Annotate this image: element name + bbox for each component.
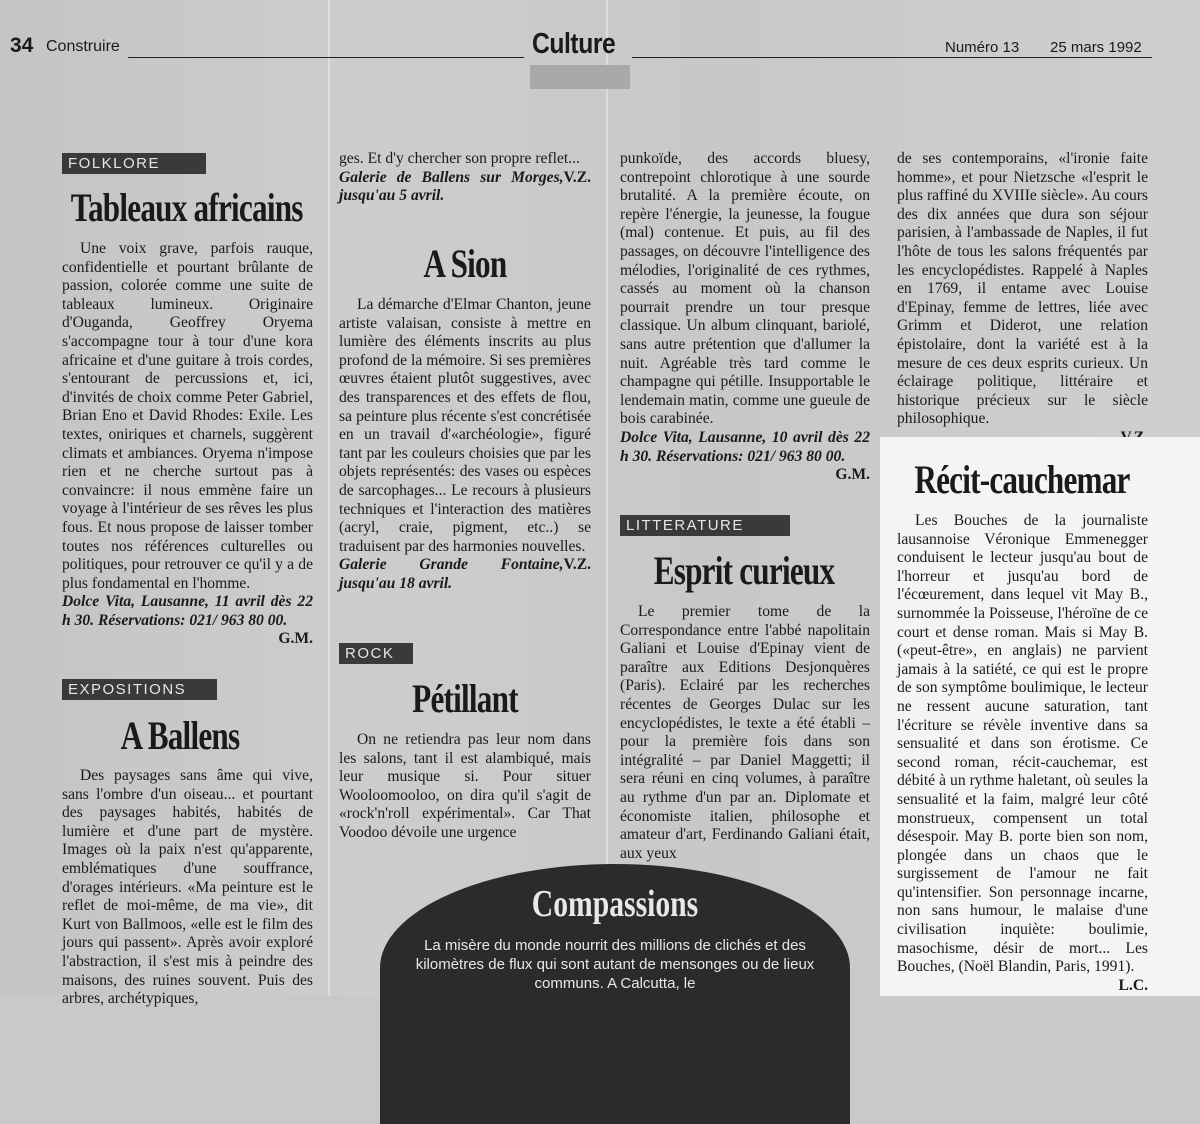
article-litterature xyxy=(620,603,870,863)
article-signature: V.Z. xyxy=(563,168,591,186)
article-continuation: de ses contemporains, «l'ironie faite homme», et pour Nietzsche «l'esprit le plus raffiné du XVIIIe siècle». Au cours des dix années que dura son séjour parisien, à l'ambassade de Naples, il fut l'hôte de tous les salons fréquentés par les encyclopédistes. Rappelé à Naples en 1769, il entame avec Louise d'Epinay, femme de lettres, liée avec Grimm et Diderot, une relation épistolaire, dont la variété est à la mesure de ces deux esprits curieux. Un éclairage politique, littéraire et historique précieux sur le siècle philosophique. xyxy=(897,150,1148,428)
page-header xyxy=(10,30,1152,60)
article-sion xyxy=(339,296,591,594)
article-rock xyxy=(339,731,591,843)
headline-a-ballens: A Ballens xyxy=(120,713,240,758)
article-folklore xyxy=(62,240,313,649)
headline-recit-cauchemar: Récit-cauchemar xyxy=(914,457,1130,502)
publication-name: Construire xyxy=(46,38,120,55)
tag-rock: ROCK xyxy=(339,643,413,664)
issue-number: Numéro 13 xyxy=(945,39,1020,56)
article-litterature-cont xyxy=(897,150,1148,448)
fold-line xyxy=(606,0,608,996)
article-continuation: ges. Et d'y chercher son propre reflet... xyxy=(339,150,580,167)
headline-petillant: Pétillant xyxy=(412,676,518,721)
article-body: La démarche d'Elmar Chanton, jeune artiste valaisan, consiste à mettre en lumière des éléments inscrits au plus profond de la mémoire. Si ses premières œuvres étaient plutôt suggestives, avec des transparences et des effets de flou, sa peinture plus récente s'est concrétisée en un travail d'«archéologie», figuré tant par les couleurs choisies que par les objets représentés: des vases ou espèces de sarcophages... Le recours à plusieurs techniques et l'interaction des matières (acryl, craie, pigment, etc..) se traduisent par des harmonies nouvelles. xyxy=(339,296,591,555)
article-body: On ne retiendra pas leur nom dans les salons, tant il est alambiqué, mais leur musique si. Pour situer Wooloomooloo, on dira qu'il s'agit de «rock'n'roll expérimental». Car That Voodoo dévoile une urgence xyxy=(339,731,591,841)
headline-compassions: Compassions xyxy=(531,883,699,925)
article-body: Les Bouches de la journaliste lausannoise Véronique Emmenegger conduisent le lecteur jusqu'au bout de l'horreur et jusqu'au bord de l'écœurement, dans lequel vit May B., surnommée la Poisseuse, l'héroïne de ce court et dense roman. Mais si May B. («peut-être», en anglais) ne parvient jamais à la satiété, ce qui est le propre de son symptôme boulimique, le lecteur ne ressent aucune saturation, tant l'écriture se révèle inventive dans sa sensualité et dans son érotisme. Ce second roman, récit-cauchemar, est débité à un rythme haletant, où seules la sensualité et la faim, malgré leur côté monstrueux, compensent un total désespoir. May B. porte bien son nom, plongée dans un chaos que le surgissement de l'amour ne fait qu'intensifier. Son personnage incarne, non sans humour, le malaise d'une civilisation inquiète: boulimie, masochisme, désir de mort... Les Bouches, (Noël Blandin, Paris, 1991). xyxy=(897,512,1148,976)
article-credit-line xyxy=(339,556,591,593)
article-expositions xyxy=(62,767,313,1008)
article-rock-cont xyxy=(620,150,870,485)
section-title: Culture xyxy=(532,28,616,60)
compassions-box xyxy=(380,864,850,1124)
article-body: Le premier tome de la Correspondance entre l'abbé napolitain Galiani et Louise d'Epinay vient de paraître aux Editions Desjonquères (Paris). Eclairé par les recherches récentes de Georges Dulac sur les encyclopédistes, le texte a été établi – pour la première fois dans son intégralité – par Daniel Maggetti; il sera réuni en cinq volumes, à paraître au rythme d'un par an. Diplomate et économiste italien, philosophe et amateur d'art, Ferdinando Galiani était, aux yeux xyxy=(620,603,870,862)
article-body: Une voix grave, parfois rauque, confidentielle et pourtant brûlante de passion, colorée comme une suite de tableaux lumineux. Originaire d'Ouganda, Geoffrey Oryema s'accompagne tour à tour d'une kora africaine et d'une guitare à trois cordes, s'entourant de percussions et, ici, d'invités de choix comme Peter Gabriel, Brian Eno et David Rhodes: Exile. Les textes, oniriques et charnels, suggèrent climats et ambiances. Oryema n'impose rien et ne cherche surtout pas à convaincre: il nous emmène faire un voyage à l'intérieur de ses rêves les plus fous. Et nous propose de laisser tomber toutes nos références culturelles ou politiques, pour retrouver ce qu'il y a de plus fondamental en l'homme. xyxy=(62,240,313,592)
section-bar xyxy=(530,65,630,89)
article-signature: G.M. xyxy=(278,630,313,648)
fold-line xyxy=(328,0,330,996)
tag-folklore: FOLKLORE xyxy=(62,153,206,174)
header-rule xyxy=(632,57,1152,58)
header-rule xyxy=(128,57,524,58)
issue-date: 25 mars 1992 xyxy=(1050,39,1142,56)
tag-expositions: EXPOSITIONS xyxy=(62,679,217,700)
article-credit-line xyxy=(339,169,591,206)
article-signature: G.M. xyxy=(835,466,870,484)
article-expositions-cont xyxy=(339,150,591,206)
article-continuation: punkoïde, des accords bluesy, contrepoint chlorotique à une sourde brutalité. A la première écoute, on repère l'énergie, la jeunesse, la fougue (mal) contenue. Et puis, au fil des passages, on découvre l'intelligence des mélodies, l'originalité de ces rythmes, cassés au moment où la chanson pourrait prendre un tour presque classique. Un album clinquant, bariolé, sans autre prétention que d'allumer la nuit. Agréable très tard comme le champagne qui pétille. Insupportable le lendemain matin, comme une gueule de bois carabinée. xyxy=(620,150,870,428)
headline-esprit-curieux: Esprit curieux xyxy=(653,548,835,593)
article-recit xyxy=(897,512,1148,995)
article-credit: Galerie Grande Fontaine, jusqu'au 18 avril. xyxy=(339,556,564,592)
article-body: Des paysages sans âme qui vive, sans l'ombre d'un oiseau... et pourtant des paysages habités, habités de lumière et d'une part de mystère. Images où la paix n'est qu'apparente, emblématiques d'une souffrance, d'orages intérieurs. «Ma peinture est le reflet de moi-même, de ma vie», dit Kurt von Ballmoos, «elle est le film des jours qui passent». Après avoir exploré l'abstraction, il s'est mis à peindre des maisons, des ruines souvent. Puis des arbres, archétypiques, xyxy=(62,767,313,1008)
headline-tableaux-africains: Tableaux africains xyxy=(70,185,303,230)
article-credit: Galerie de Ballens sur Morges, jusqu'au 5 avril. xyxy=(339,168,564,205)
article-signature: L.C. xyxy=(1118,976,1148,994)
article-credit: Dolce Vita, Lausanne, 10 avril dès 22 h 30. Réservations: 021/ 963 80 00. xyxy=(620,428,870,465)
tag-litterature: LITTERATURE xyxy=(620,515,790,536)
article-credit: Dolce Vita, Lausanne, 11 avril dès 22 h 30. Réservations: 021/ 963 80 00. xyxy=(62,593,313,629)
page-number: 34 xyxy=(10,34,34,57)
compassions-body: La misère du monde nourrit des millions de clichés et des kilomètres de flux qui sont autant de mensonges ou de lieux communs. A Calcutta, le xyxy=(415,937,815,992)
article-signature: V.Z. xyxy=(563,556,591,574)
headline-a-sion: A Sion xyxy=(423,241,507,286)
